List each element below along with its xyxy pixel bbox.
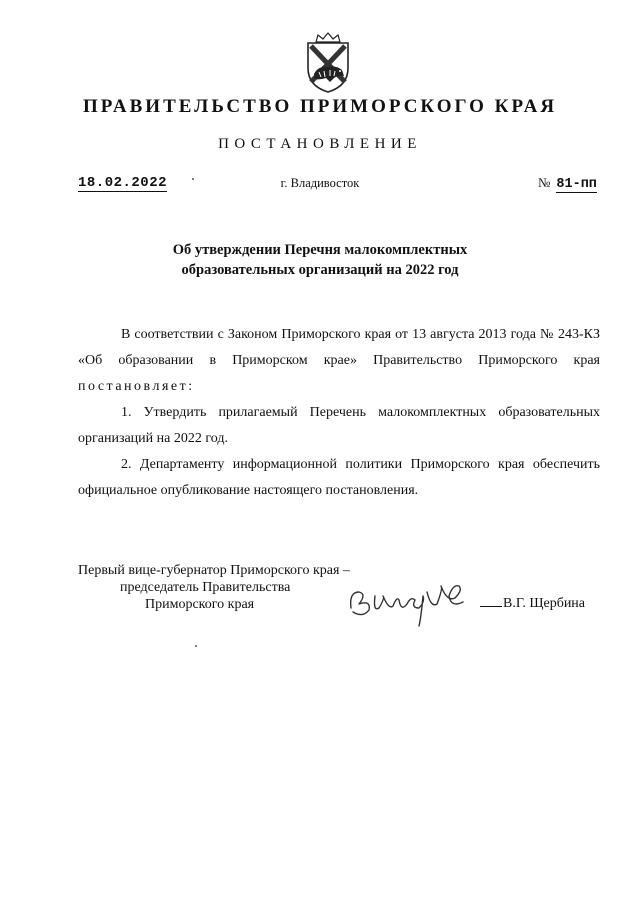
document-city: г. Владивосток <box>280 176 360 190</box>
title-line-2: образовательных организаций на 2022 год <box>181 262 459 278</box>
scan-speck <box>192 178 194 180</box>
signatory-line-2: председатель Правительства <box>120 580 291 595</box>
signatory-line-3: Приморского края <box>145 597 255 612</box>
document-title <box>0 240 640 280</box>
signatory-name: В.Г. Щербина <box>503 596 586 611</box>
document-body <box>78 322 600 504</box>
document-number <box>538 175 597 192</box>
signature-dash <box>480 606 502 607</box>
preamble-paragraph <box>78 322 600 400</box>
primorsky-coat-of-arms-icon <box>300 32 356 94</box>
handwritten-signature-icon <box>345 578 485 630</box>
document-date: 18.02.2022 <box>78 175 168 191</box>
item-2: 2. Департаменту информационной политики Приморского края обеспечить официальное опубликование настоящего постановления. <box>78 457 600 498</box>
signatory-title <box>78 562 350 613</box>
organization-title: ПРАВИТЕЛЬСТВО ПРИМОРСКОГО КРАЯ <box>82 96 558 117</box>
document-type: ПОСТАНОВЛЕНИЕ <box>218 136 422 152</box>
signatory-line-1: Первый вице-губернатор Приморского края – <box>78 563 350 578</box>
resolves-word: постановляет: <box>78 379 195 394</box>
title-line-1: Об утверждении Перечня малокомплектных <box>172 242 468 258</box>
number-prefix: № <box>538 175 551 190</box>
number-value: 81-пп <box>556 177 597 192</box>
scan-speck <box>195 645 197 647</box>
item-1: 1. Утвердить прилагаемый Перечень малокомплектных образовательных организаций на 2022 год. <box>78 405 600 446</box>
preamble-text: В соответствии с Законом Приморского края от 13 августа 2013 года № 243-КЗ «Об образовании в Приморском крае» Правительство Приморского края <box>78 327 600 368</box>
